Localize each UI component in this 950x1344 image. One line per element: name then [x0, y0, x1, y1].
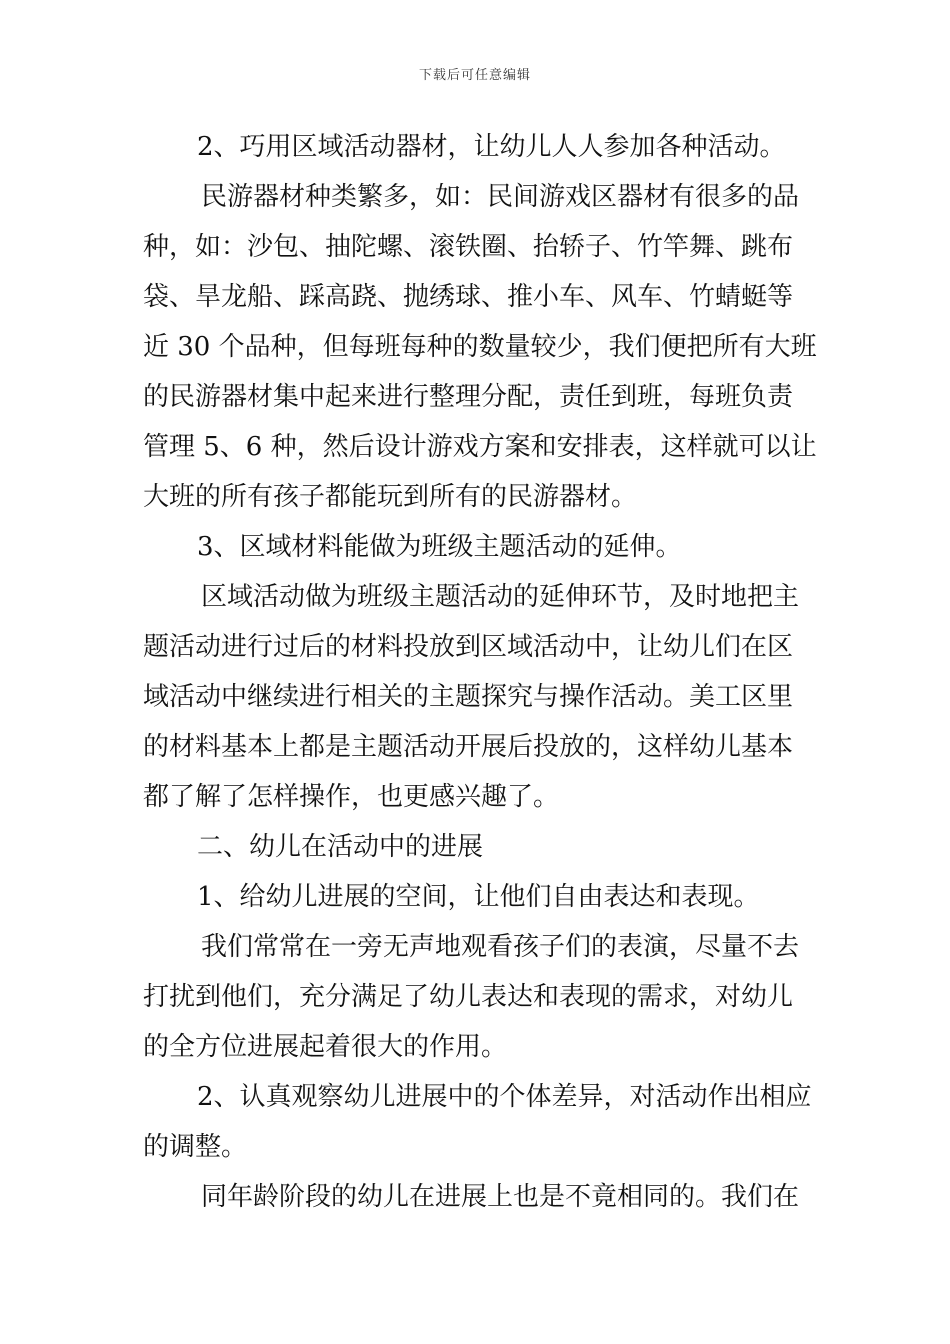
paragraph-line: 我们常常在一旁无声地观看孩子们的表演，尽量不去: [201, 932, 800, 962]
heading-line: 2、认真观察幼儿进展中的个体差异，对活动作出相应: [197, 1082, 812, 1112]
paragraph-line: 管理 5、6 种，然后设计游戏方案和安排表，这样就可以让: [143, 432, 817, 462]
section-heading: 二、幼儿在活动中的进展: [197, 832, 484, 862]
paragraph-line: 袋、旱龙船、踩高跷、抛绣球、推小车、风车、竹蜻蜓等: [143, 282, 794, 312]
heading-line: 1、给幼儿进展的空间，让他们自由表达和表现。: [197, 882, 760, 912]
paragraph-line: 打扰到他们，充分满足了幼儿表达和表现的需求，对幼儿: [143, 982, 794, 1012]
paragraph-line: 民游器材种类繁多，如：民间游戏区器材有很多的品: [201, 182, 800, 212]
paragraph-line: 都了解了怎样操作，也更感兴趣了。: [143, 782, 560, 812]
heading-line: 3、区域材料能做为班级主题活动的延伸。: [197, 532, 682, 562]
paragraph-line: 域活动中继续进行相关的主题探究与操作活动。美工区里: [143, 682, 794, 712]
paragraph-line: 大班的所有孩子都能玩到所有的民游器材。: [143, 482, 638, 512]
page-header: 下载后可任意编辑: [418, 68, 531, 83]
paragraph-line: 的民游器材集中起来进行整理分配，责任到班，每班负责: [143, 382, 794, 412]
paragraph-line: 同年龄阶段的幼儿在进展上也是不竟相同的。我们在: [201, 1182, 800, 1212]
paragraph-line: 近 30 个品种，但每班每种的数量较少，我们便把所有大班: [143, 332, 817, 362]
paragraph-line: 种，如：沙包、抽陀螺、滚铁圈、抬轿子、竹竿舞、跳布: [143, 232, 794, 262]
paragraph-line: 的材料基本上都是主题活动开展后投放的，这样幼儿基本: [143, 732, 794, 762]
paragraph-line: 的全方位进展起着很大的作用。: [143, 1032, 508, 1062]
paragraph-line: 区域活动做为班级主题活动的延伸环节，及时地把主: [201, 582, 800, 612]
heading-line: 2、巧用区域活动器材，让幼儿人人参加各种活动。: [197, 132, 786, 162]
paragraph-line: 题活动进行过后的材料投放到区域活动中，让幼儿们在区: [143, 632, 794, 662]
document-body: [143, 122, 817, 1222]
heading-line: 的调整。: [143, 1132, 248, 1162]
